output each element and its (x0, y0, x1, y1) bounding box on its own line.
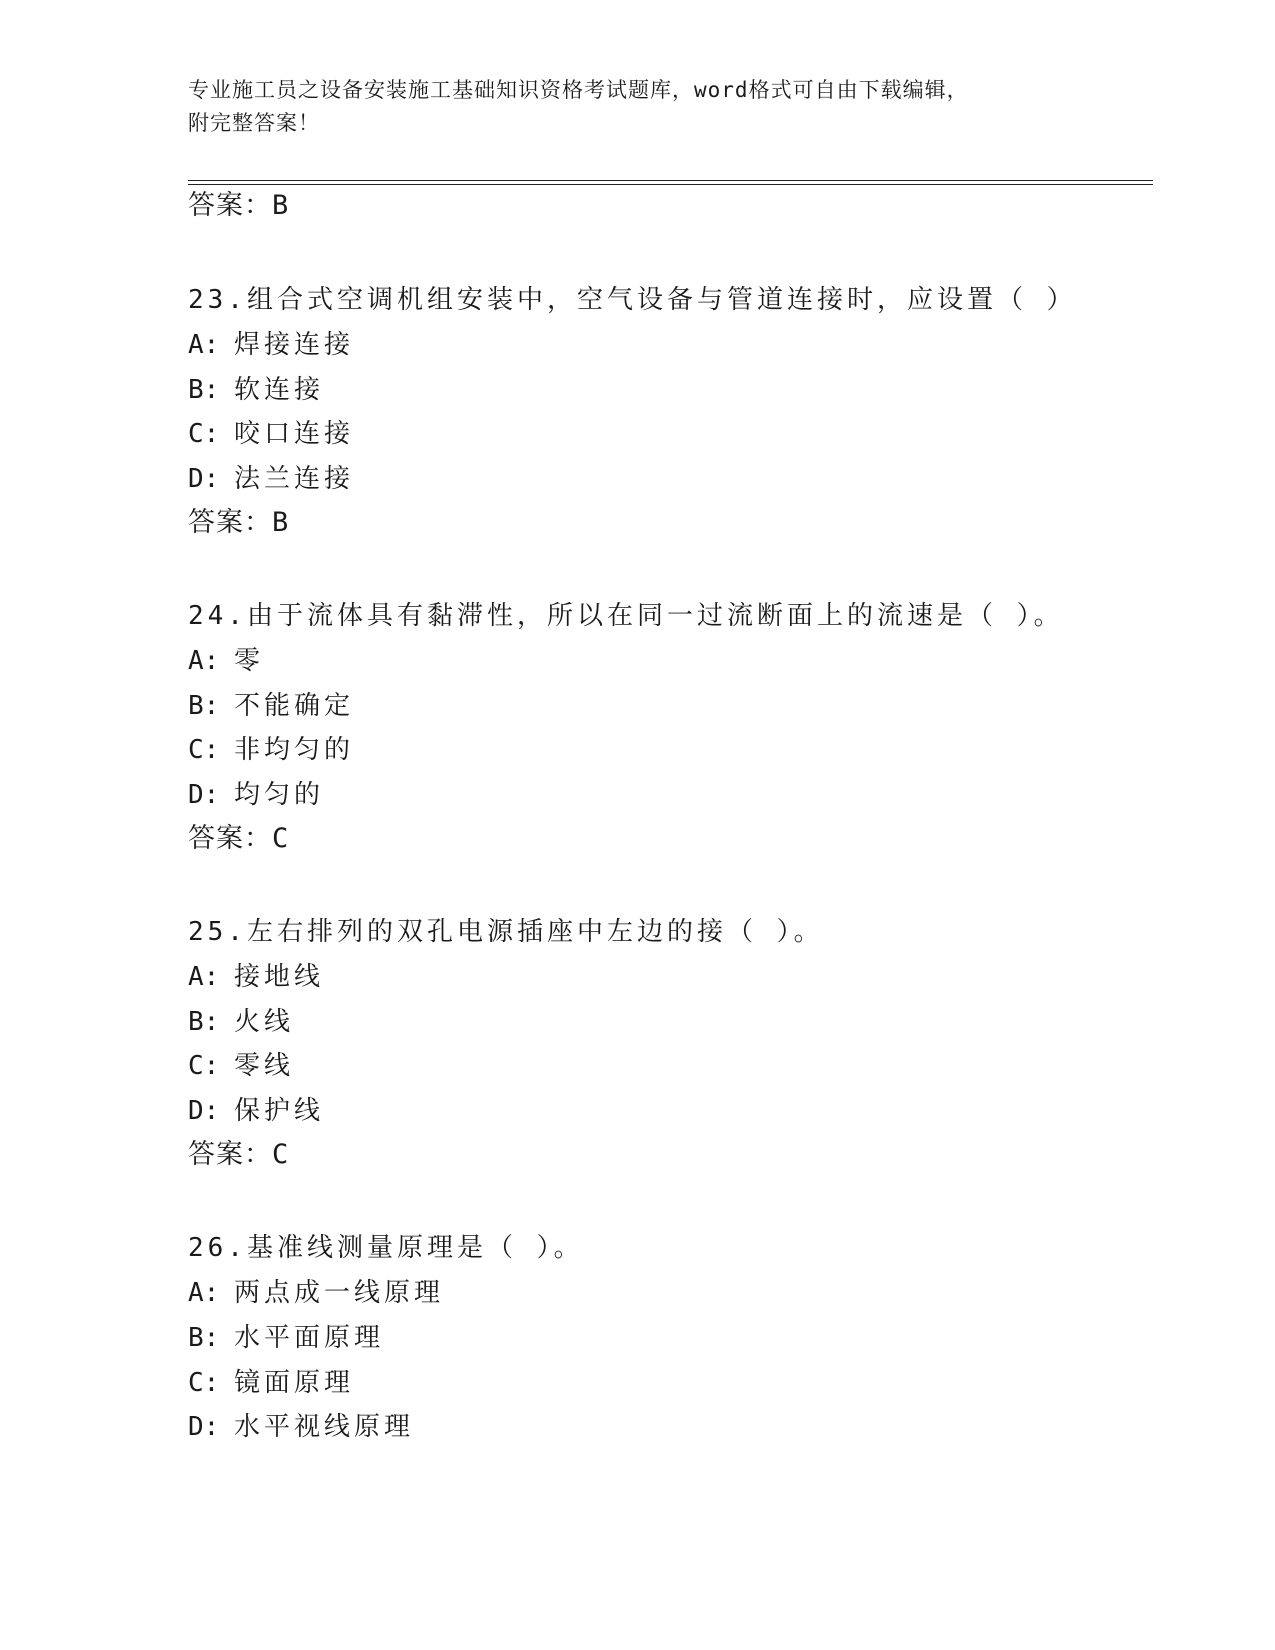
option-text: 接地线 (234, 962, 325, 992)
option-letter: C: (188, 735, 220, 765)
option-d (188, 777, 324, 813)
answer-value: C (272, 1139, 289, 1170)
answer-23 (188, 505, 288, 541)
option-letter: C: (188, 1051, 220, 1081)
option-a (188, 959, 324, 995)
option-letter: A: (188, 646, 220, 676)
option-text: 火线 (234, 1007, 295, 1037)
option-letter: A: (188, 1278, 220, 1308)
option-text: 不能确定 (234, 691, 355, 721)
option-a (188, 643, 264, 679)
option-text: 咬口连接 (234, 419, 355, 449)
option-text: 保护线 (234, 1096, 325, 1126)
option-letter: B: (188, 691, 220, 721)
option-letter: B: (188, 1007, 220, 1037)
option-letter: D: (188, 464, 220, 494)
option-text: 水平视线原理 (234, 1412, 415, 1442)
header-line-2: 附完整答案！ (188, 111, 320, 135)
option-b (188, 1320, 384, 1356)
answer-value: B (272, 507, 289, 538)
answer-22 (188, 188, 288, 224)
option-c (188, 1365, 354, 1401)
option-d (188, 1409, 414, 1445)
option-text: 非均匀的 (234, 735, 355, 765)
answer-24 (188, 821, 288, 857)
option-text: 水平面原理 (234, 1323, 385, 1353)
option-letter: B: (188, 1323, 220, 1353)
option-b (188, 372, 324, 408)
option-text: 软连接 (234, 375, 325, 405)
option-letter: C: (188, 419, 220, 449)
option-c (188, 1048, 294, 1084)
option-b (188, 1004, 294, 1040)
option-a (188, 1275, 444, 1311)
option-letter: B: (188, 375, 220, 405)
option-c (188, 416, 354, 452)
option-text: 法兰连接 (234, 464, 355, 494)
question-26: 26.基准线测量原理是（ ）。 (188, 1233, 584, 1263)
option-text: 镜面原理 (234, 1368, 355, 1398)
option-letter: D: (188, 780, 220, 810)
option-a (188, 327, 354, 363)
option-c (188, 732, 354, 768)
header-divider-bottom (188, 184, 1153, 185)
option-text: 两点成一线原理 (234, 1278, 445, 1308)
question-24: 24.由于流体具有黏滞性，所以在同一过流断面上的流速是（ ）。 (188, 601, 1064, 631)
option-d (188, 1093, 324, 1129)
option-text: 均匀的 (234, 780, 325, 810)
answer-value: B (272, 190, 289, 221)
header-divider-top (188, 180, 1153, 181)
option-b (188, 688, 354, 724)
option-text: 焊接连接 (234, 330, 355, 360)
header-line-1: 专业施工员之设备安装施工基础知识资格考试题库，word格式可自由下载编辑， (188, 78, 969, 102)
answer-label: 答案： (188, 507, 272, 538)
option-letter: D: (188, 1096, 220, 1126)
option-text: 零线 (234, 1051, 295, 1081)
option-letter: A: (188, 962, 220, 992)
answer-label: 答案： (188, 1139, 272, 1170)
question-25: 25.左右排列的双孔电源插座中左边的接（ ）。 (188, 917, 824, 947)
answer-label: 答案： (188, 190, 272, 221)
question-23: 23.组合式空调机组安装中，空气设备与管道连接时，应设置（ ） (188, 285, 1077, 315)
answer-label: 答案： (188, 823, 272, 854)
answer-value: C (272, 823, 289, 854)
option-letter: C: (188, 1368, 220, 1398)
option-text: 零 (234, 646, 265, 676)
document-header (188, 74, 1108, 140)
option-letter: A: (188, 330, 220, 360)
option-letter: D: (188, 1412, 220, 1442)
answer-25 (188, 1137, 288, 1173)
option-d (188, 461, 354, 497)
